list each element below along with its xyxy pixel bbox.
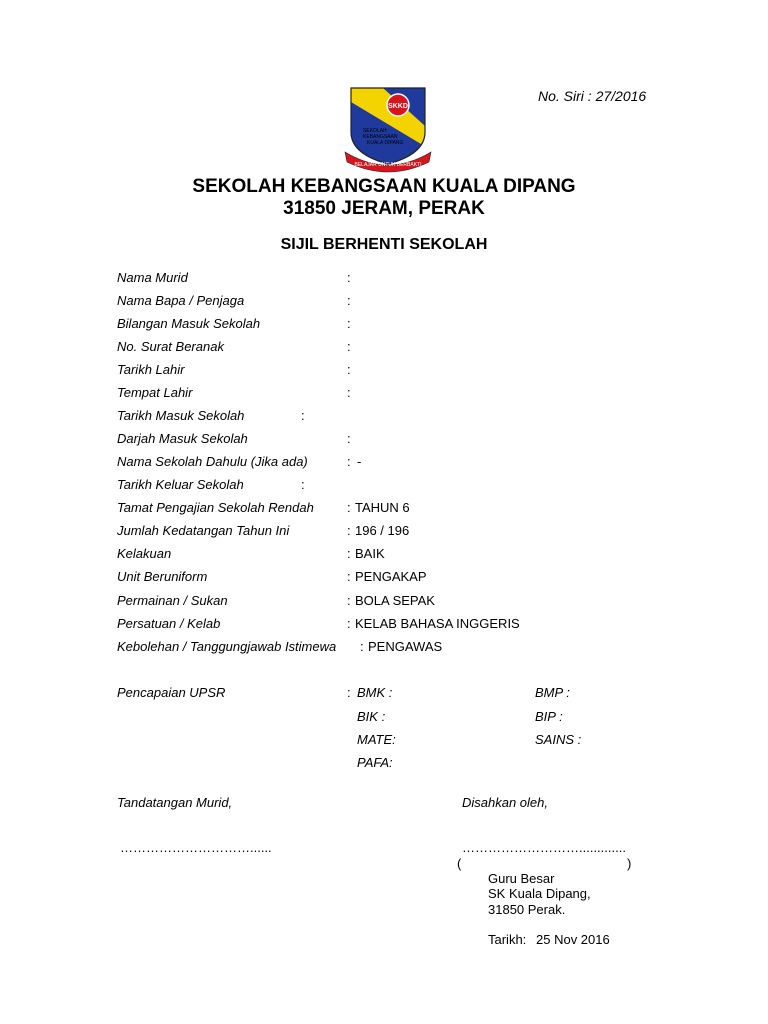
field-value: TAHUN 6 [355,500,410,515]
field-label: No. Surat Beranak [117,339,224,354]
head-signature-line: ………………………............. [462,840,626,855]
field-value: 196 / 196 [355,523,410,538]
field-label: Nama Sekolah Dahulu (Jika ada) [117,454,308,469]
upsr-subject: BIP : [535,709,563,724]
field-value: BOLA SEPAK [355,593,435,608]
field-colon: : [347,293,351,308]
field-label: Tarikh Lahir [117,362,185,377]
field-value: - [357,454,362,469]
field-colon: : [347,270,351,285]
field-label: Nama Bapa / Penjaga [117,293,245,308]
field-label: Tamat Pengajian Sekolah Rendah [117,500,314,515]
field-colon: : [347,454,351,469]
student-signature-line: …………………………...... [120,840,272,855]
field-label: Tarikh Keluar Sekolah [117,477,244,492]
field-label: Unit Beruniform [117,569,208,584]
upsr-subject: SAINS : [535,732,582,747]
field-label: Permainan / Sukan [117,593,228,608]
field-label: Persatuan / Kelab [117,616,221,631]
upsr-subject: PAFA: [357,755,393,770]
field-label: Nama Murid [117,270,188,285]
crest-line-2: KEBANGSAAN [363,134,398,140]
verified-by-label: Disahkan oleh, [462,795,548,810]
field-value: BAIK [355,546,385,561]
upsr-subject: BIK : [357,709,386,724]
upsr-colon: : [347,685,351,700]
field-value: PENGAKAP [355,569,427,584]
field-label: Tempat Lahir [117,385,193,400]
field-colon: : [347,362,351,377]
crest-line-1: SEKOLAH [363,128,387,134]
field-label: Kelakuan [117,546,172,561]
upsr-subject: MATE: [357,732,396,747]
field-colon: : [347,316,351,331]
field-colon: : [360,639,364,654]
field-label: Darjah Masuk Sekolah [117,431,248,446]
school-crest-logo [343,82,433,174]
head-title: Guru Besar [488,871,555,886]
field-colon: : [347,523,351,538]
field-value: KELAB BAHASA INGGERIS [355,616,520,631]
crest-line-3: KUALA DIPANG [367,140,404,146]
field-colon: : [301,408,305,423]
field-colon: : [347,593,351,608]
field-colon: : [301,477,305,492]
crest-emblem-text: SKKD [388,103,408,110]
school-name-heading: SEKOLAH KEBANGSAAN KUALA DIPANG [192,176,576,197]
crest-motto: BELAJAR UNTUK BERBAKTI [354,162,422,168]
field-colon: : [347,616,351,631]
upsr-subject: BMP : [535,685,570,700]
name-paren-open: ( [457,856,462,871]
head-town: 31850 Perak. [488,902,566,917]
field-colon: : [347,431,351,446]
head-school: SK Kuala Dipang, [488,886,591,901]
special-responsibility-label: Kebolehan / Tanggungjawab Istimewa [117,639,337,654]
serial-number: No. Siri : 27/2016 [538,88,647,104]
field-colon: : [347,569,351,584]
special-responsibility-value: PENGAWAS [368,639,443,654]
upsr-label: Pencapaian UPSR [117,685,226,700]
certificate-title: SIJIL BERHENTI SEKOLAH [280,236,488,253]
upsr-subject: BMK : [357,685,393,700]
field-colon: : [347,385,351,400]
name-paren-close: ) [627,856,632,871]
field-colon: : [347,339,351,354]
date-value: 25 Nov 2016 [536,932,610,947]
field-label: Bilangan Masuk Sekolah [117,316,261,331]
field-label: Tarikh Masuk Sekolah [117,408,245,423]
field-label: Jumlah Kedatangan Tahun Ini [117,523,290,538]
field-colon: : [347,500,351,515]
date-label: Tarikh: [488,932,527,947]
school-address-heading: 31850 JERAM, PERAK [283,198,485,219]
student-signature-label: Tandatangan Murid, [117,795,233,810]
field-colon: : [347,546,351,561]
